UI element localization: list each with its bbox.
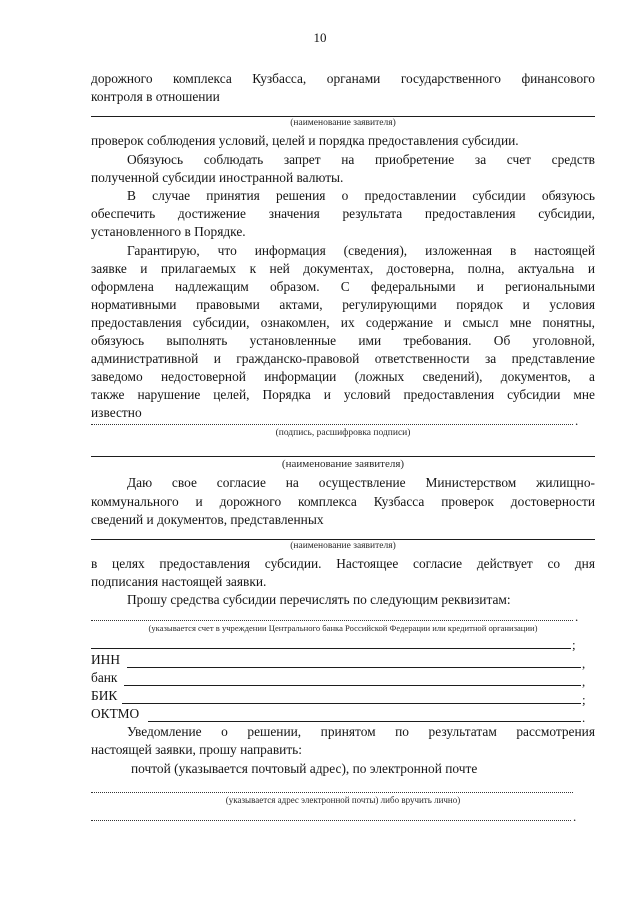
paragraph-5-line-8: заведомо недостоверной информации (ложных сведений), документов, а — [91, 369, 595, 384]
account-line — [91, 620, 573, 621]
final-line-end: . — [573, 809, 577, 824]
paragraph-7-line-1: в целях предоставления субсидии. Настоящее согласие действует со дня — [91, 556, 595, 571]
bank-label: банк — [91, 670, 118, 685]
bik-field-end: ; — [582, 692, 586, 707]
paragraph-6-line-2: коммунального и дорожного комплекса Кузбасса проверок достоверности — [91, 494, 595, 509]
paragraph-1-line-2: контроля в отношении — [91, 89, 220, 104]
bank-field-line — [124, 685, 581, 686]
paragraph-1-line-1: дорожного комплекса Кузбасса, органами государственного финансового — [91, 71, 595, 86]
paragraph-5-line-7: административной и гражданско-правовой ответственности за представление — [91, 351, 595, 366]
paragraph-5-line-9: также нарушение целей, Порядка и условий предоставления субсидии мне — [91, 387, 595, 402]
signature-line — [91, 424, 573, 425]
paragraph-10: почтой (указывается почтовый адрес), по электронной почте — [131, 761, 478, 776]
paragraph-4-line-1: В случае принятия решения о предоставлении субсидии обязуюсь — [127, 188, 595, 203]
paragraph-5-line-2: заявке и прилагаемых к ней документах, достоверна, полна, актуальна и — [91, 261, 595, 276]
bik-label: БИК — [91, 688, 118, 703]
oktmo-field-end: . — [582, 710, 586, 725]
account-line-2-end: ; — [572, 637, 576, 652]
applicant-name-line-2 — [91, 456, 595, 457]
paragraph-2: проверок соблюдения условий, целей и порядка предоставления субсидии. — [91, 133, 519, 148]
paragraph-9-line-1: Уведомление о решении, принятом по результатам рассмотрения — [127, 724, 595, 739]
paragraph-3-line-1: Обязуюсь соблюдать запрет на приобретение за счет средств — [127, 152, 595, 167]
paragraph-7-line-2: подписания настоящей заявки. — [91, 574, 267, 589]
email-line — [91, 792, 573, 793]
account-line-2 — [91, 648, 571, 649]
paragraph-5-line-10: известно — [91, 405, 142, 420]
paragraph-5-line-5: предоставления субсидии, ознакомлен, их содержание и смысл мне понятны, — [91, 315, 595, 330]
inn-field-line — [127, 667, 581, 668]
page-number: 10 — [313, 30, 327, 45]
paragraph-4-line-2: обеспечить достижение значения результата предоставления субсидии, — [91, 206, 595, 221]
paragraph-5-line-1: Гарантирую, что информация (сведения), изложенная в настоящей — [127, 243, 595, 258]
paragraph-5-line-4: нормативными правовыми актами, регулирующими порядок и условия — [91, 297, 595, 312]
applicant-name-line-1 — [91, 116, 595, 117]
paragraph-4-line-3: установленного в Порядке. — [91, 224, 246, 239]
account-line-end: . — [575, 609, 579, 624]
caption-applicant-3: (наименование заявителя) — [290, 541, 396, 551]
oktmo-field-line — [148, 721, 581, 722]
applicant-name-line-3 — [91, 539, 595, 540]
caption-signature: (подпись, расшифровка подписи) — [275, 428, 411, 438]
signature-line-end: . — [575, 413, 579, 428]
caption-account: (указывается счет в учреждении Центрального банка Российской Федерации или кредитной организации) — [148, 623, 538, 633]
caption-email: (указывается адрес электронной почты) либо вручить лично) — [225, 795, 461, 805]
inn-field-end: , — [582, 656, 586, 671]
paragraph-6-line-1: Даю свое согласие на осуществление Министерством жилищно- — [127, 475, 595, 490]
paragraph-5-line-6: обязуюсь выполнять установленные ими требования. Об уголовной, — [91, 333, 595, 348]
paragraph-5-line-3: оформлена надлежащим образом. С федеральными и региональными — [91, 279, 595, 294]
paragraph-3-line-2: полученной субсидии иностранной валюты. — [91, 170, 344, 185]
paragraph-8: Прошу средства субсидии перечислять по следующим реквизитам: — [127, 592, 511, 607]
caption-applicant-1: (наименование заявителя) — [290, 118, 396, 128]
final-line — [91, 820, 571, 821]
bank-field-end: , — [582, 674, 586, 689]
paragraph-6-line-3: сведений и документов, представленных — [91, 512, 324, 527]
oktmo-label: ОКТМО — [91, 706, 140, 721]
paragraph-9-line-2: настоящей заявки, прошу направить: — [91, 742, 302, 757]
caption-applicant-2: (наименование заявителя) — [281, 458, 405, 470]
inn-label: ИНН — [91, 652, 121, 667]
bik-field-line — [122, 703, 581, 704]
